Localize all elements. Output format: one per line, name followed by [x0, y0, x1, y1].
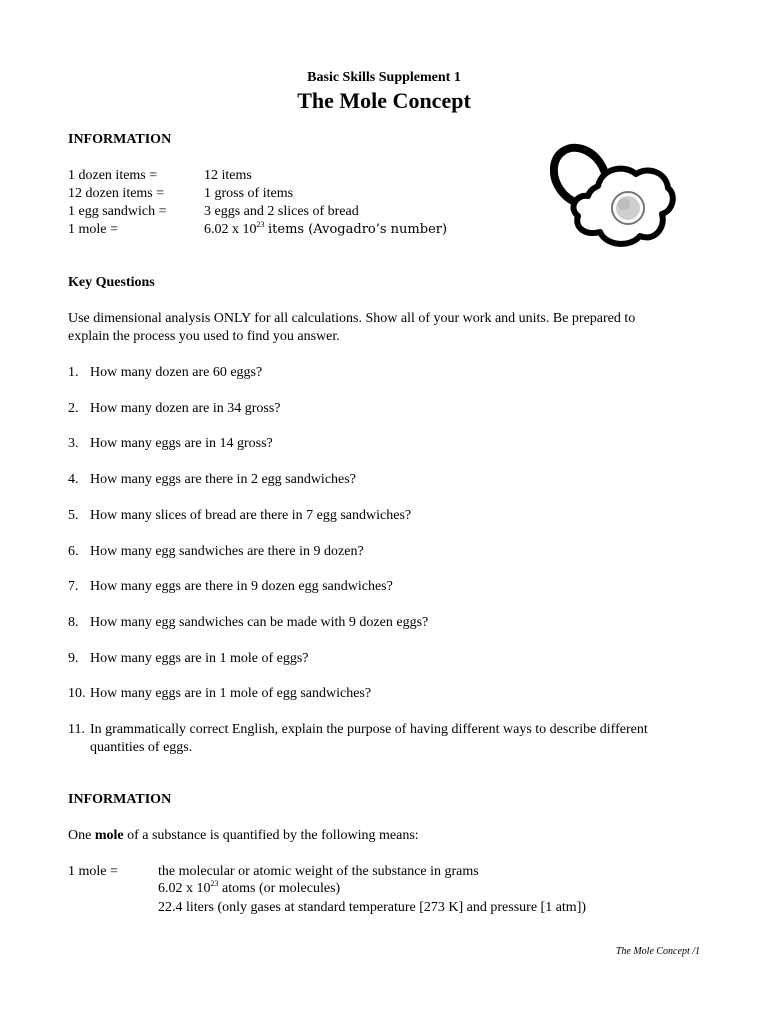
question-number: 7.: [68, 579, 79, 594]
question-text: How many eggs are in 14 gross?: [90, 436, 273, 451]
question-text: How many eggs are in 1 mole of egg sandwiches?: [90, 686, 372, 701]
info-row-right: 12 items: [204, 168, 252, 183]
question-item: [68, 650, 309, 668]
question-item: [68, 364, 262, 382]
info-row: [68, 203, 359, 221]
question-text: How many eggs are there in 9 dozen egg sandwiches?: [90, 579, 393, 594]
info-row-right: 1 gross of items: [204, 186, 294, 201]
info-row-left: 1 dozen items =: [68, 168, 158, 183]
question-text: How many dozen are 60 eggs?: [90, 365, 263, 380]
question-text: In grammatically correct English, explain the purpose of having different ways to describe different: [90, 722, 648, 737]
information-heading: INFORMATION: [68, 792, 172, 807]
info-row: [68, 167, 252, 185]
mole-intro-bold: mole: [94, 828, 124, 843]
question-text: How many eggs are in 1 mole of eggs?: [90, 651, 309, 666]
avogadro-tail: atoms (or molecules): [218, 881, 341, 896]
question-number: 8.: [68, 615, 79, 630]
question-text: How many eggs are there in 2 egg sandwiches?: [90, 472, 356, 487]
mole-definition-line: [158, 881, 340, 897]
question-item: [68, 507, 411, 525]
question-item: [68, 435, 273, 453]
mole-tail: items (Avogadro’s number): [268, 222, 448, 237]
page-title: The Mole Concept: [297, 88, 471, 113]
supplement-label: Basic Skills Supplement 1: [307, 70, 461, 85]
question-text: How many dozen are in 34 gross?: [90, 401, 281, 416]
mole-intro-pre: One: [68, 828, 95, 843]
question-item: [68, 685, 371, 703]
mole-definition-label: 1 mole =: [68, 864, 118, 879]
avogadro-exponent: 23: [210, 879, 219, 888]
question-number: 11.: [68, 722, 85, 737]
question-number: 3.: [68, 436, 79, 451]
question-number: 5.: [68, 508, 79, 523]
info-row-right: 3 eggs and 2 slices of bread: [204, 204, 359, 219]
question-item: [68, 471, 356, 489]
info-row: [68, 185, 294, 203]
info-row-left: 1 egg sandwich =: [68, 204, 167, 219]
info-row-left: 12 dozen items =: [68, 186, 165, 201]
question-text-continued: quantities of eggs.: [90, 740, 193, 755]
info-row: [68, 220, 448, 239]
instructions-line: explain the process you used to find you answer.: [68, 329, 340, 344]
mole-intro: [68, 828, 419, 844]
info-row-right: [204, 221, 447, 239]
mole-definition-line: 22.4 liters (only gases at standard temperature [273 K] and pressure [1 atm]): [158, 900, 587, 915]
question-number: 4.: [68, 472, 79, 487]
instructions-line: Use dimensional analysis ONLY for all calculations. Show all of your work and units. Be prepared to: [68, 311, 636, 326]
info-row-left: 1 mole =: [68, 222, 118, 237]
mole-exponent: 23: [256, 220, 265, 229]
question-number: 6.: [68, 544, 79, 559]
question-number: 10.: [68, 686, 86, 701]
question-number: 9.: [68, 651, 79, 666]
question-number: 1.: [68, 365, 79, 380]
mole-intro-post: of a substance is quantified by the following means:: [123, 828, 419, 843]
mole-value: 6.02 x 10: [204, 222, 257, 237]
question-item: [68, 543, 364, 561]
avogadro-base: 6.02 x 10: [158, 881, 211, 896]
mole-definition-line: the molecular or atomic weight of the substance in grams: [158, 864, 479, 879]
page-footer: The Mole Concept /1: [615, 946, 700, 957]
question-item: [68, 578, 393, 596]
question-text: How many slices of bread are there in 7 egg sandwiches?: [90, 508, 412, 523]
question-number: 2.: [68, 401, 79, 416]
key-questions-heading: Key Questions: [68, 275, 155, 290]
question-text: How many egg sandwiches are there in 9 dozen?: [90, 544, 364, 559]
question-item: [68, 721, 648, 739]
question-text: How many egg sandwiches can be made with 9 dozen eggs?: [90, 615, 429, 630]
question-item: [68, 614, 428, 632]
question-item: [68, 400, 281, 418]
fried-egg-icon: [550, 138, 682, 254]
information-heading: INFORMATION: [68, 132, 172, 147]
